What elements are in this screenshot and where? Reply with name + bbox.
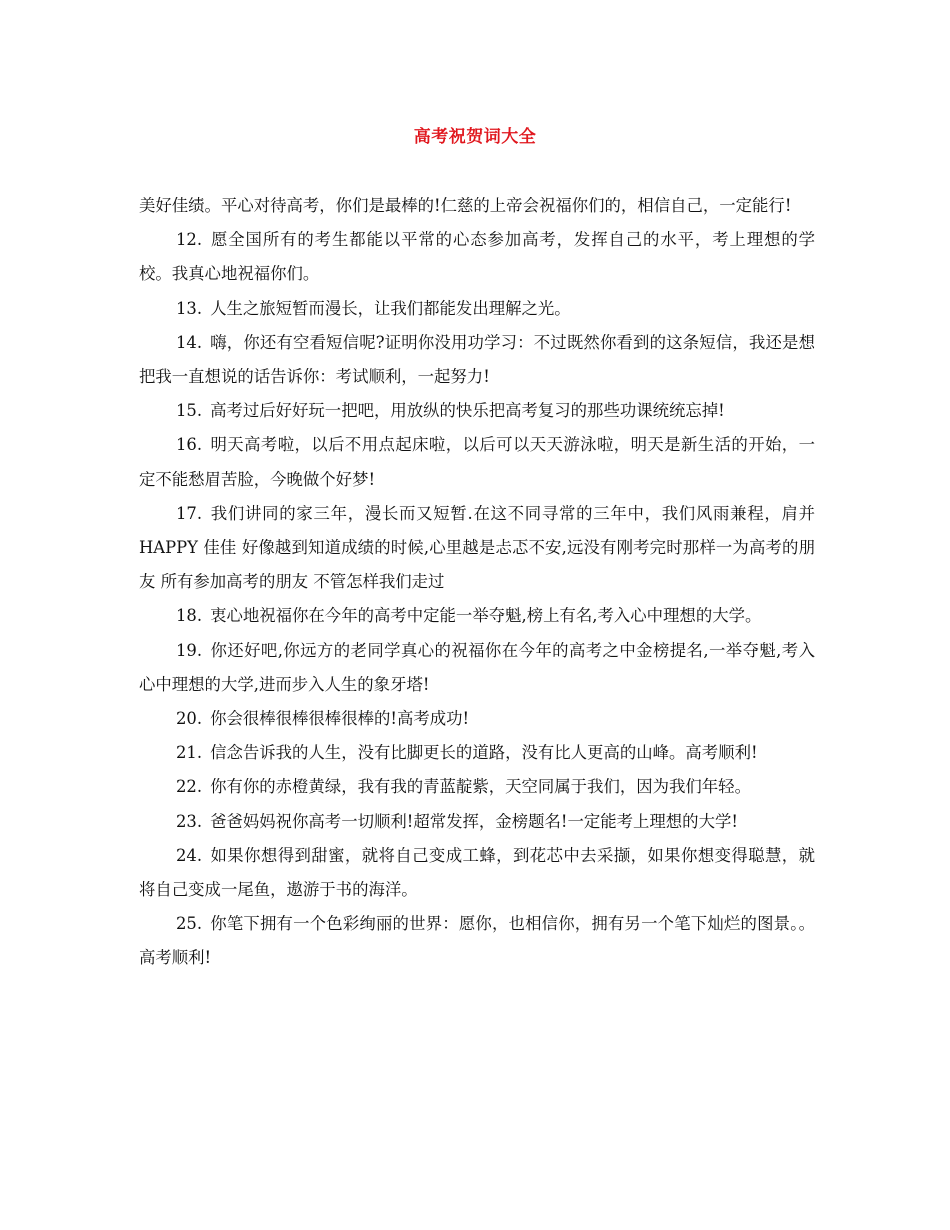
paragraph-item [139, 839, 815, 907]
paragraph-text: 高考过后好好玩一把吧，用放纵的快乐把高考复习的那些功课统统忘掉! [210, 401, 725, 421]
paragraph-number: 24. [176, 845, 203, 865]
paragraph-text: 美好佳绩。平心对待高考，你们是最棒的!仁慈的上帝会祝福你们的，相信自己，一定能行! [139, 196, 792, 215]
paragraph-number: 13. [176, 298, 203, 318]
paragraph-text: 衷心地祝福你在今年的高考中定能一举夺魁,榜上有名,考入心中理想的大学。 [210, 606, 762, 626]
paragraph-item [139, 326, 815, 394]
paragraph-item [139, 223, 815, 291]
paragraph-text: 我们讲同的家三年，漫长而又短暂.在这不同寻常的三年中，我们风雨兼程，肩并 HAPPY 佳佳 好像越到知道成绩的时候,心里越是忐忑不安,远没有刚考完时那样一为高考的朋友 所有参加高考的朋友 不管怎样我们走过 [139, 503, 815, 592]
paragraph-number: 20. [176, 709, 203, 729]
paragraph-number: 21. [176, 743, 203, 763]
paragraph-item [139, 634, 815, 702]
document-body [139, 189, 815, 976]
paragraph-text: 你笔下拥有一个色彩绚丽的世界：愿你，也相信你，拥有另一个笔下灿烂的图景。。高考顺利! [139, 914, 815, 968]
paragraph-number: 16. [176, 435, 203, 455]
paragraph-number: 14. [176, 332, 203, 352]
paragraph-item [139, 702, 815, 736]
document-title: 高考祝贺词大全 [413, 127, 537, 147]
paragraph-text: 爸爸妈妈祝你高考一切顺利!超常发挥，金榜题名!一定能考上理想的大学! [210, 811, 738, 831]
paragraph-item [139, 428, 815, 496]
paragraph-number: 18. [176, 606, 203, 626]
paragraph-item [139, 497, 815, 600]
paragraph-text: 愿全国所有的考生都能以平常的心态参加高考，发挥自己的水平，考上理想的学校。我真心地祝福你们。 [139, 230, 815, 284]
paragraph-number: 15. [176, 401, 203, 421]
paragraph-text: 你会很棒很棒很棒很棒的!高考成功! [210, 709, 470, 729]
paragraph-number: 22. [176, 777, 203, 797]
paragraph-item [139, 805, 815, 839]
paragraph-item [139, 599, 815, 633]
paragraph-continuation [139, 189, 815, 223]
paragraph-item [139, 770, 815, 804]
paragraph-text: 明天高考啦，以后不用点起床啦，以后可以天天游泳啦，明天是新生活的开始，一定不能愁眉苦脸，今晚做个好梦! [139, 435, 815, 489]
paragraph-number: 12. [176, 230, 203, 250]
paragraph-text: 如果你想得到甜蜜，就将自己变成工蜂，到花芯中去采撷，如果你想变得聪慧，就将自己变成一尾鱼，遨游于书的海洋。 [139, 845, 815, 900]
paragraph-number: 19. [176, 640, 203, 660]
paragraph-number: 25. [176, 914, 203, 934]
paragraph-number: 17. [176, 503, 203, 523]
paragraph-number: 23. [176, 811, 203, 831]
paragraph-text: 你还好吧,你远方的老同学真心的祝福你在今年的高考之中金榜提名,一举夺魁,考入心中理想的大学,进而步入人生的象牙塔! [139, 640, 815, 694]
paragraph-item [139, 907, 815, 975]
paragraph-text: 嗨，你还有空看短信呢?证明你没用功学习：不过既然你看到的这条短信，我还是想把我一直想说的话告诉你：考试顺利，一起努力! [139, 332, 815, 387]
paragraph-item [139, 736, 815, 770]
paragraph-text: 你有你的赤橙黄绿，我有我的青蓝靛紫，天空同属于我们，因为我们年轻。 [210, 777, 751, 797]
paragraph-text: 人生之旅短暂而漫长，让我们都能发出理解之光。 [210, 298, 571, 318]
paragraph-text: 信念告诉我的人生，没有比脚更长的道路，没有比人更高的山峰。高考顺利! [210, 743, 758, 763]
paragraph-item [139, 292, 815, 326]
paragraph-item [139, 394, 815, 428]
